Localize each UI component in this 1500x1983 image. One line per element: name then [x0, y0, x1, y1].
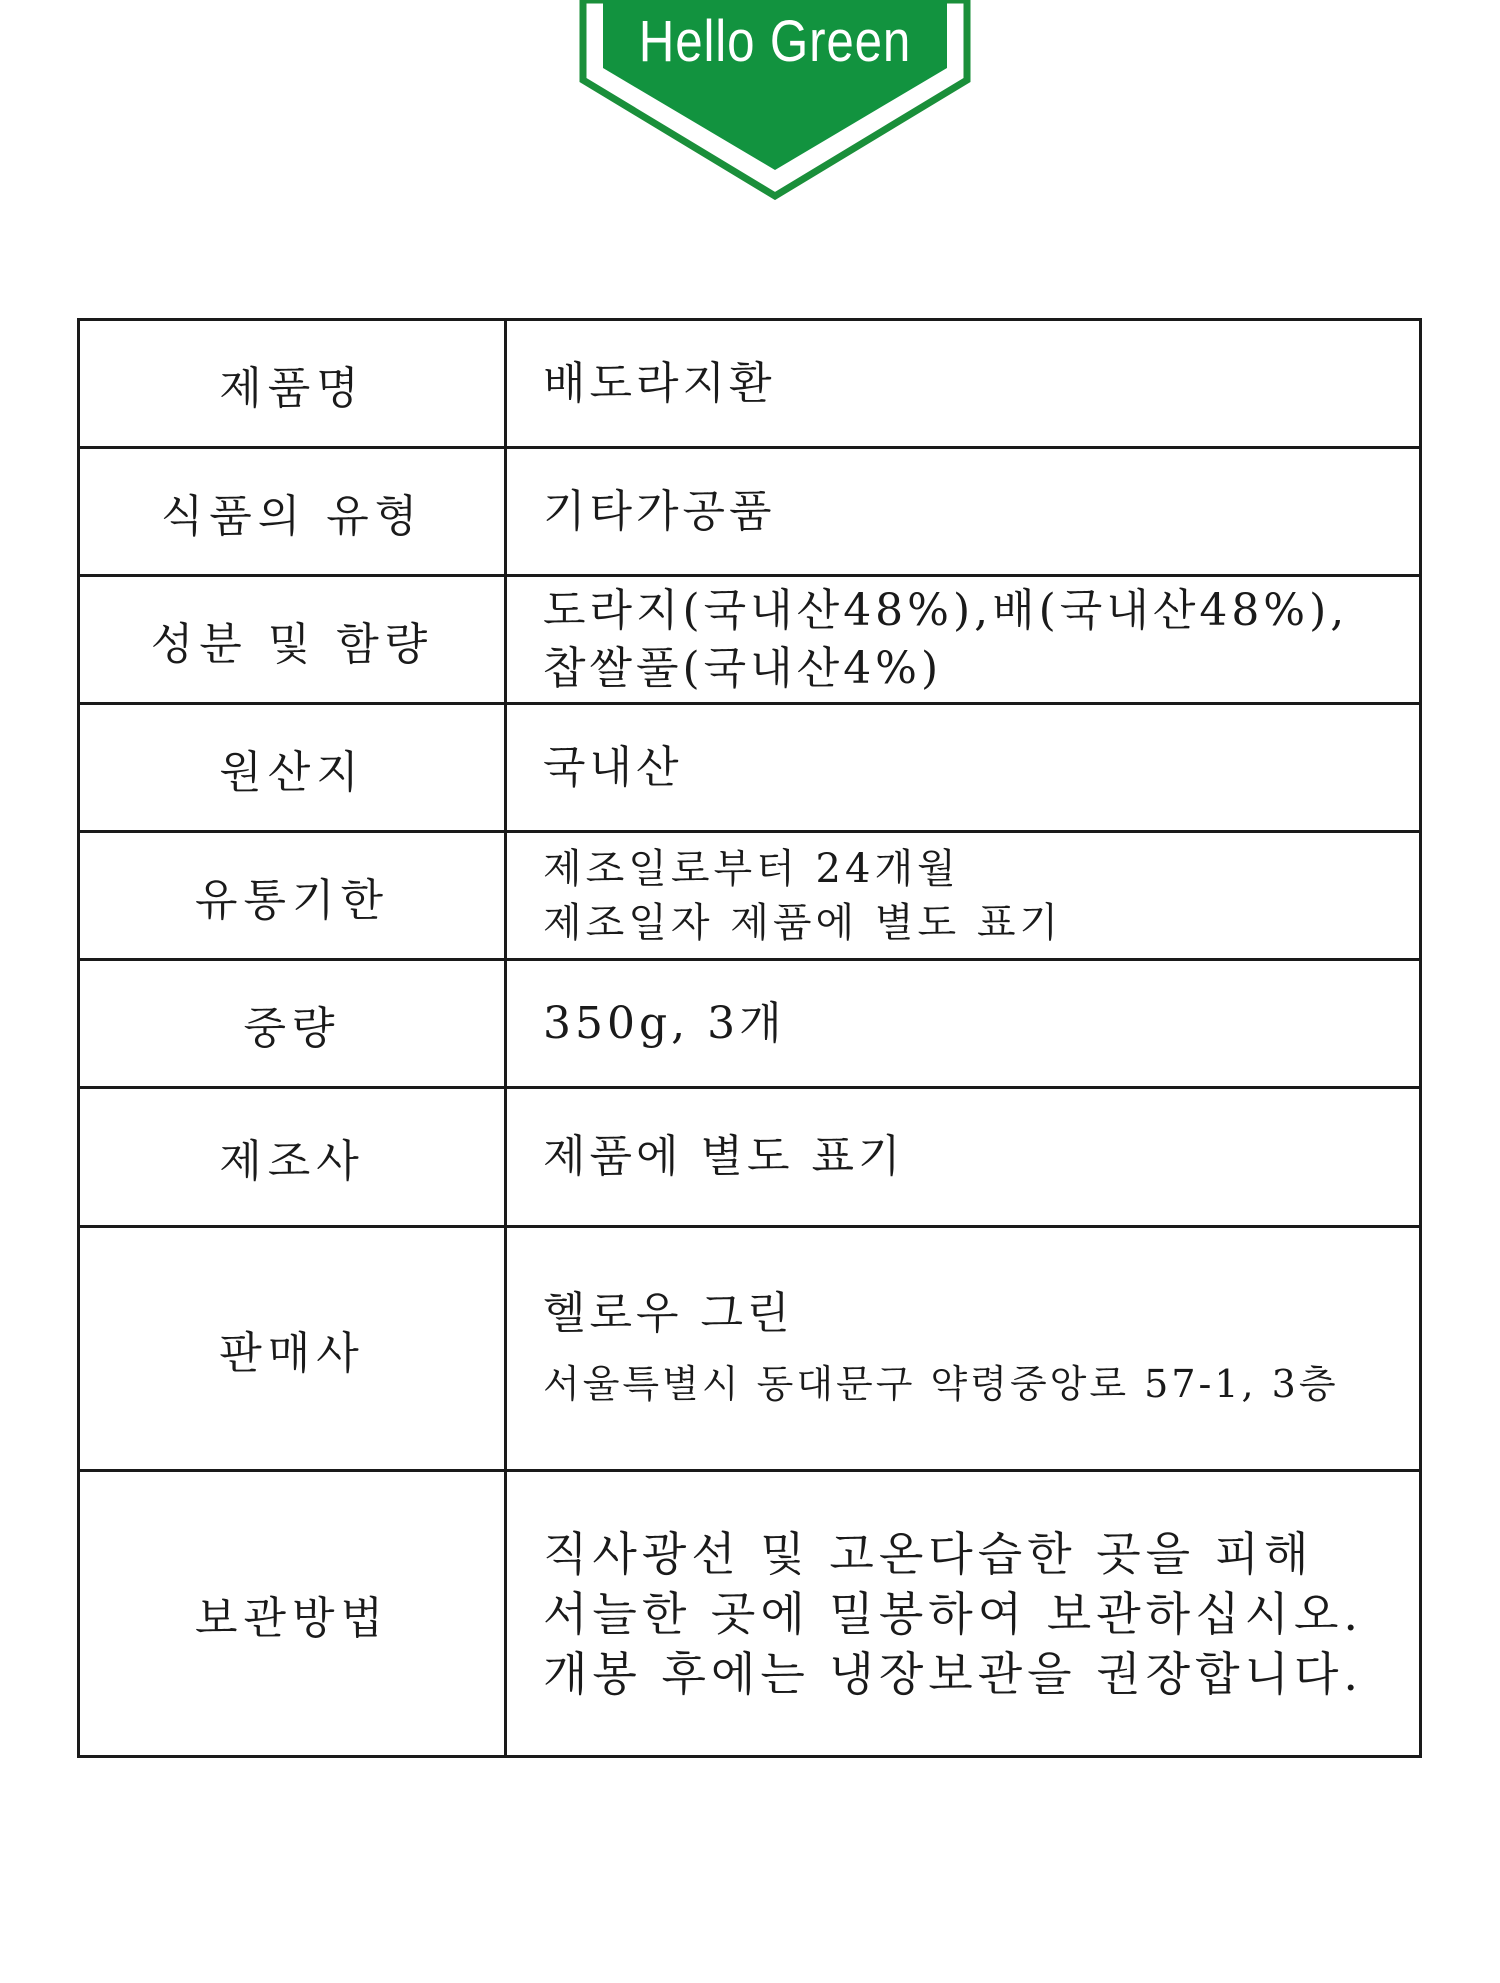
table-row: [79, 832, 1421, 960]
table-row: [79, 704, 1421, 832]
row-label-weight: 중량: [79, 960, 506, 1088]
brand-badge: [575, 0, 975, 200]
value-line: 도라지(국내산48%),배(국내산48%),: [543, 584, 1349, 636]
value-line: 개봉 후에는 냉장보관을 권장합니다.: [543, 1646, 1364, 1701]
product-info-table: [77, 318, 1422, 1758]
value-line: 찹쌀풀(국내산4%): [543, 642, 943, 694]
row-label-seller: 판매사: [79, 1227, 506, 1471]
row-value-food-type: [506, 448, 1421, 576]
row-value-origin: [506, 704, 1421, 832]
row-value-weight: [506, 960, 1421, 1088]
row-value-ingredients: [506, 576, 1421, 704]
row-value-expiry: [506, 832, 1421, 960]
row-value-seller: [506, 1227, 1421, 1471]
row-label-ingredients: 성분 및 함량: [79, 576, 506, 704]
row-label-food-type: 식품의 유형: [79, 448, 506, 576]
brand-name: Hello Green: [638, 9, 912, 74]
seller-address: 서울특별시 동대문구 약령중앙로 57-1, 3층: [543, 1361, 1339, 1406]
table-row: [79, 1471, 1421, 1757]
value-line: 직사광선 및 고온다습한 곳을 피해: [543, 1526, 1314, 1581]
row-value-manufacturer: [506, 1088, 1421, 1227]
value-line: 제조일자 제품에 별도 표기: [543, 899, 1063, 946]
value-line: 배도라지환: [543, 357, 776, 409]
table-row: [79, 320, 1421, 448]
value-line: 350g, 3개: [543, 997, 786, 1049]
row-label-expiry: 유통기한: [79, 832, 506, 960]
value-line: 제품에 별도 표기: [543, 1131, 905, 1182]
value-line: 제조일로부터 24개월: [543, 845, 960, 892]
row-value-product-name: [506, 320, 1421, 448]
table-row: [79, 576, 1421, 704]
table-row: [79, 448, 1421, 576]
value-line: 기타가공품: [543, 485, 776, 537]
row-label-storage: 보관방법: [79, 1471, 506, 1757]
value-line: 서늘한 곳에 밀봉하여 보관하십시오.: [543, 1586, 1364, 1641]
row-label-manufacturer: 제조사: [79, 1088, 506, 1227]
table-row: [79, 1227, 1421, 1471]
row-label-product-name: 제품명: [79, 320, 506, 448]
value-line: 헬로우 그린: [543, 1287, 794, 1339]
table-row: [79, 960, 1421, 1088]
table-row: [79, 1088, 1421, 1227]
row-value-storage: [506, 1471, 1421, 1757]
row-label-origin: 원산지: [79, 704, 506, 832]
value-line: 국내산: [543, 741, 683, 793]
